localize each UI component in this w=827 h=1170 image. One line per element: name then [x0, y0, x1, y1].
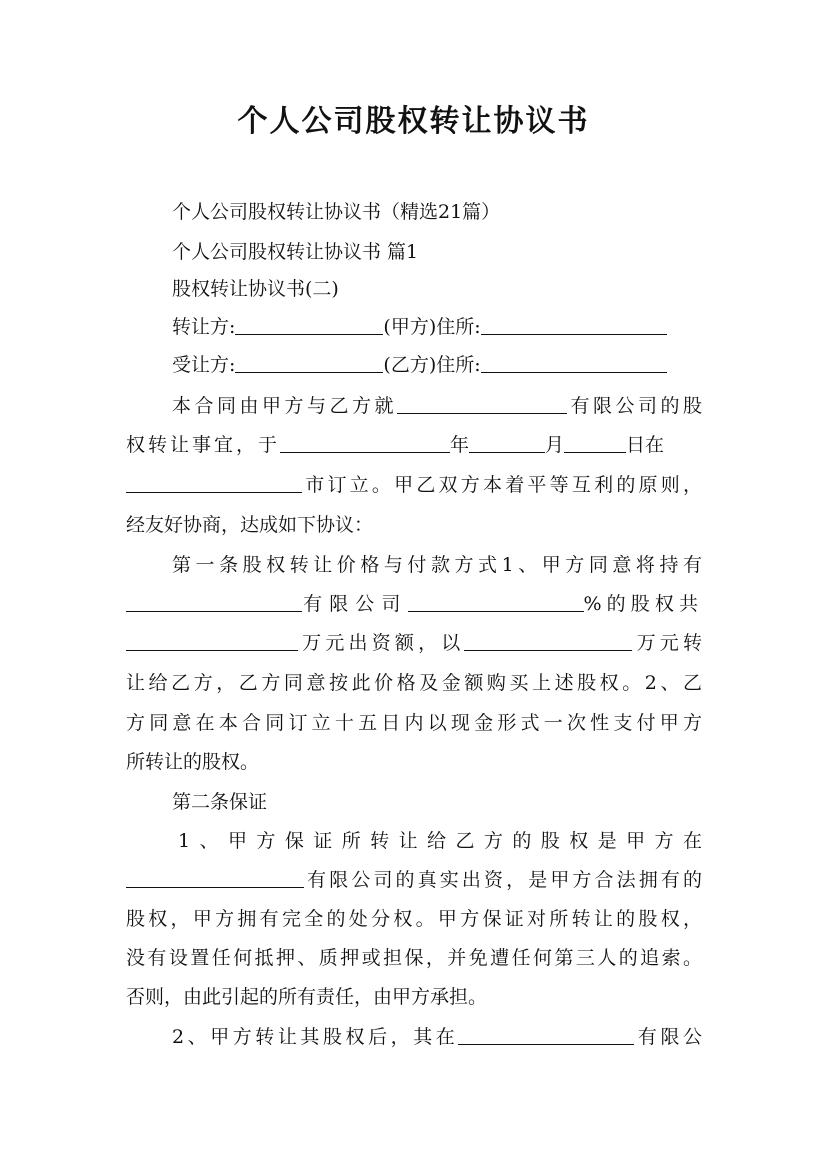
- city-blank[interactable]: [126, 472, 302, 493]
- clause1-line-2: [126, 589, 702, 619]
- clause2-line-5: 否则，由此引起的所有责任，由甲方承担。: [126, 986, 488, 1008]
- subtitle: 个人公司股权转让协议书（精选21篇）: [172, 201, 501, 223]
- day-label: 日在: [626, 434, 665, 456]
- agreement-title: 股权转让协议书(二): [172, 278, 339, 300]
- clause2-heading: 第二条保证: [172, 791, 268, 813]
- intro-text: 本合同由甲方与乙方就: [172, 395, 397, 417]
- document-title: 个人公司股权转让协议书: [237, 104, 590, 139]
- intro-line-4: 经友好协商，达成如下协议：: [126, 514, 374, 536]
- clause1-line-3: [126, 628, 702, 658]
- clause2-line-6: [172, 1022, 702, 1052]
- price-amount-blank[interactable]: [464, 630, 632, 651]
- clause1-text: %的股权共: [583, 593, 702, 615]
- holding-blank[interactable]: [126, 591, 302, 612]
- month-label: 月: [545, 434, 565, 456]
- clause2-text: 有限公: [634, 1026, 702, 1048]
- capital-amount-blank[interactable]: [126, 630, 298, 651]
- company-name-blank[interactable]: [397, 393, 567, 414]
- intro-line-3: [126, 470, 702, 500]
- company-blank-3[interactable]: [458, 1024, 634, 1045]
- transferee-address-label: (乙方)住所:: [383, 354, 481, 376]
- transferor-line: [172, 312, 702, 342]
- clause1-line-1: 第一条股权转让价格与付款方式1、甲方同意将持有: [172, 554, 702, 576]
- transferee-address-blank[interactable]: [481, 352, 667, 373]
- clause2-line-3: 股权，甲方拥有完全的处分权。甲方保证对所转让的股权，: [126, 908, 702, 930]
- clause2-line-2: [126, 865, 702, 895]
- year-label: 年: [450, 434, 470, 456]
- clause1-text: 有限公司: [302, 593, 408, 615]
- clause2-text: 有限公司的真实出资，是甲方合法拥有的: [304, 869, 702, 891]
- intro-text: 市订立。甲乙双方本着平等互利的原则，: [302, 474, 702, 496]
- intro-text: 权转让事宜，于: [126, 434, 281, 456]
- clause1-line-6: 所转让的股权。: [126, 751, 260, 773]
- intro-line-1: [172, 391, 702, 421]
- transferee-label: 受让方:: [172, 354, 236, 376]
- article-heading: 个人公司股权转让协议书 篇1: [172, 241, 419, 263]
- transferor-name-blank[interactable]: [235, 314, 383, 335]
- transferor-address-blank[interactable]: [481, 314, 667, 335]
- intro-text: 有限公司的股: [566, 395, 702, 417]
- clause2-line-4: 没有设置任何抵押、质押或担保，并免遭任何第三人的追索。: [126, 947, 702, 969]
- transferor-label: 转让方:: [172, 316, 236, 338]
- company-blank-2[interactable]: [126, 867, 304, 888]
- date-month-blank[interactable]: [469, 432, 545, 453]
- clause2-text: 2、甲方转让其股权后，其在: [172, 1026, 459, 1048]
- intro-line-2: [126, 430, 702, 460]
- clause1-line-5: 方同意在本合同订立十五日内以现金形式一次性支付甲方: [126, 712, 702, 734]
- clause1-line-4: 让给乙方，乙方同意按此价格及金额购买上述股权。2、乙: [126, 672, 702, 694]
- transferee-line: [172, 350, 702, 380]
- company-blank[interactable]: [408, 591, 584, 612]
- clause1-text: 万元转: [632, 632, 702, 654]
- date-year-blank[interactable]: [280, 432, 450, 453]
- date-day-blank[interactable]: [564, 432, 626, 453]
- clause2-line-1: 1、甲方保证所转让给乙方的股权是甲方在: [178, 830, 702, 852]
- clause1-text: 万元出资额，以: [298, 632, 465, 654]
- transferor-address-label: (甲方)住所:: [383, 316, 481, 338]
- transferee-name-blank[interactable]: [235, 352, 383, 373]
